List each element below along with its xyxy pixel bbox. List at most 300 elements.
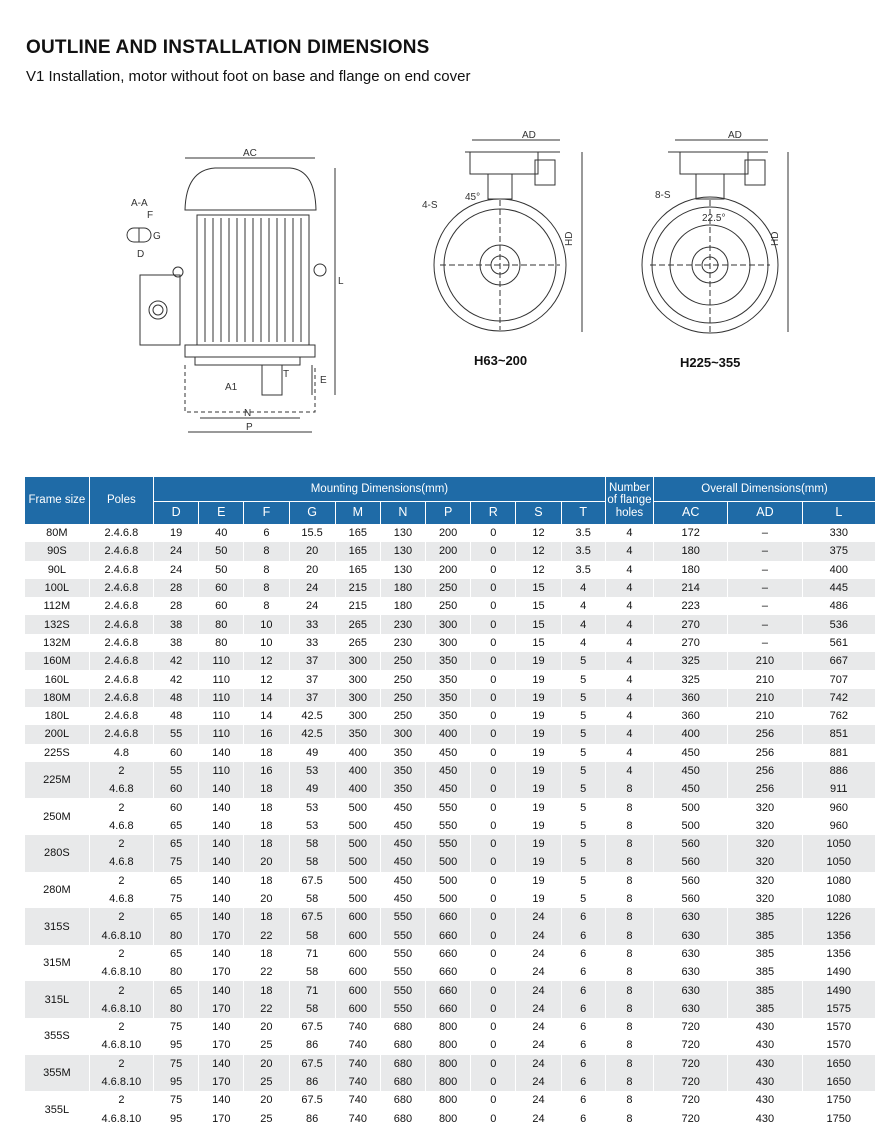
value-cell: 65 [154,835,199,853]
value-cell: 430 [728,1036,802,1054]
value-cell: 4 [605,597,653,615]
value-cell: 720 [654,1018,728,1036]
value-cell: 140 [199,1055,244,1073]
value-cell: 24 [516,981,561,999]
header-col: D [154,502,199,525]
poles-cell: 2 [89,1055,153,1073]
header-flange-holes: Number of flange holes [605,477,653,524]
value-cell: 430 [728,1055,802,1073]
end-view-h63-200-drawing [434,140,582,332]
value-cell: 5 [561,780,605,798]
value-cell: 24 [289,579,335,597]
value-cell: 33 [289,615,335,633]
value-cell: 140 [199,908,244,926]
frame-size-cell: 132M [25,634,89,652]
value-cell: 1650 [802,1055,875,1073]
value-cell: 720 [654,1036,728,1054]
value-cell: 42 [154,652,199,670]
value-cell: 24 [516,1036,561,1054]
value-cell: 18 [244,981,289,999]
value-cell: – [728,634,802,652]
value-cell: 430 [728,1110,802,1128]
table-row [25,1018,876,1036]
value-cell: 10 [244,634,289,652]
value-cell: 5 [561,689,605,707]
value-cell: 110 [199,725,244,743]
value-cell: 6 [561,1000,605,1018]
value-cell: 600 [335,945,380,963]
value-cell: 550 [426,798,471,816]
value-cell: 140 [199,798,244,816]
value-cell: 180 [654,561,728,579]
value-cell: 4 [605,561,653,579]
value-cell: 80 [154,963,199,981]
value-cell: 851 [802,725,875,743]
value-cell: 0 [471,1036,516,1054]
value-cell: 4 [561,615,605,633]
value-cell: 0 [471,890,516,908]
value-cell: 95 [154,1036,199,1054]
value-cell: 5 [561,835,605,853]
value-cell: 742 [802,689,875,707]
value-cell: 1080 [802,890,875,908]
value-cell: 58 [289,853,335,871]
value-cell: 170 [199,963,244,981]
value-cell: 400 [335,744,380,762]
value-cell: 67.5 [289,1055,335,1073]
value-cell: 6 [561,963,605,981]
value-cell: 0 [471,817,516,835]
value-cell: 140 [199,744,244,762]
value-cell: 600 [335,927,380,945]
frame-size-cell: 355L [25,1091,89,1128]
value-cell: 19 [516,872,561,890]
value-cell: 300 [426,615,471,633]
value-cell: 24 [154,542,199,560]
value-cell: 600 [335,981,380,999]
value-cell: 48 [154,707,199,725]
dimensions-table [25,477,876,1128]
value-cell: 450 [380,872,425,890]
value-cell: 19 [516,890,561,908]
value-cell: 0 [471,908,516,926]
value-cell: 140 [199,780,244,798]
value-cell: 1750 [802,1110,875,1128]
table-row [25,689,876,707]
value-cell: 350 [426,670,471,688]
value-cell: 4 [561,634,605,652]
value-cell: 37 [289,670,335,688]
value-cell: 60 [154,798,199,816]
table-row [25,524,876,542]
value-cell: 210 [728,707,802,725]
poles-cell: 4.6.8 [89,890,153,908]
poles-cell: 4.6.8.10 [89,1073,153,1091]
value-cell: 75 [154,1091,199,1109]
value-cell: 180 [380,597,425,615]
frame-size-cell: 355S [25,1018,89,1055]
frame-size-cell: 355M [25,1055,89,1092]
frame-size-cell: 250M [25,798,89,835]
value-cell: 8 [605,963,653,981]
value-cell: 960 [802,798,875,816]
value-cell: 430 [728,1073,802,1091]
value-cell: 0 [471,707,516,725]
frame-size-cell: 200L [25,725,89,743]
value-cell: 24 [516,1000,561,1018]
value-cell: 24 [516,1018,561,1036]
value-cell: 25 [244,1110,289,1128]
value-cell: 740 [335,1036,380,1054]
value-cell: 0 [471,615,516,633]
value-cell: 500 [335,853,380,871]
caption-h63-200: H63~200 [474,353,528,368]
value-cell: 250 [380,689,425,707]
value-cell: 10 [244,615,289,633]
table-row [25,579,876,597]
value-cell: 445 [802,579,875,597]
value-cell: 8 [605,1055,653,1073]
value-cell: 4 [605,634,653,652]
value-cell: 8 [605,1110,653,1128]
value-cell: 8 [244,542,289,560]
value-cell: 300 [335,670,380,688]
poles-cell: 2 [89,872,153,890]
value-cell: – [728,524,802,542]
value-cell: 320 [728,798,802,816]
value-cell: 720 [654,1110,728,1128]
value-cell: 800 [426,1073,471,1091]
value-cell: 0 [471,1018,516,1036]
value-cell: 1226 [802,908,875,926]
table-row [25,780,876,798]
value-cell: 200 [426,542,471,560]
table-row [25,670,876,688]
value-cell: 5 [561,890,605,908]
table-row [25,762,876,780]
value-cell: 1490 [802,963,875,981]
value-cell: 600 [335,1000,380,1018]
poles-cell: 2 [89,981,153,999]
value-cell: 15.5 [289,524,335,542]
value-cell: 5 [561,798,605,816]
table-row [25,615,876,633]
value-cell: 140 [199,890,244,908]
value-cell: 375 [802,542,875,560]
value-cell: 560 [654,890,728,908]
value-cell: 86 [289,1036,335,1054]
table-row [25,908,876,926]
poles-cell: 4.6.8 [89,780,153,798]
value-cell: 20 [244,853,289,871]
value-cell: 18 [244,817,289,835]
value-cell: 881 [802,744,875,762]
value-cell: 707 [802,670,875,688]
value-cell: 740 [335,1110,380,1128]
frame-size-cell: 225S [25,744,89,762]
value-cell: 0 [471,1000,516,1018]
value-cell: 0 [471,780,516,798]
value-cell: 6 [561,1055,605,1073]
value-cell: 3.5 [561,542,605,560]
value-cell: 400 [654,725,728,743]
value-cell: 630 [654,908,728,926]
value-cell: 600 [335,908,380,926]
poles-cell: 4.6.8.10 [89,1110,153,1128]
value-cell: 256 [728,780,802,798]
value-cell: 200 [426,561,471,579]
poles-cell: 4.6.8.10 [89,927,153,945]
value-cell: 8 [605,1036,653,1054]
header-frame-size: Frame size [25,477,89,524]
table-row [25,707,876,725]
value-cell: 325 [654,652,728,670]
value-cell: 0 [471,561,516,579]
value-cell: 270 [654,615,728,633]
value-cell: 170 [199,1110,244,1128]
value-cell: 660 [426,981,471,999]
value-cell: 8 [605,872,653,890]
value-cell: 330 [802,524,875,542]
value-cell: 75 [154,1018,199,1036]
value-cell: 680 [380,1018,425,1036]
label-aa: A-A [131,198,148,209]
label-ad-1: AD [522,130,536,141]
value-cell: 4 [605,725,653,743]
value-cell: 67.5 [289,872,335,890]
table-row [25,725,876,743]
frame-size-cell: 112M [25,597,89,615]
header-col: AD [728,502,802,525]
value-cell: 600 [335,963,380,981]
value-cell: 720 [654,1091,728,1109]
poles-cell: 2.4.6.8 [89,542,153,560]
value-cell: 5 [561,707,605,725]
value-cell: 1650 [802,1073,875,1091]
value-cell: 0 [471,1073,516,1091]
value-cell: 550 [380,927,425,945]
value-cell: 667 [802,652,875,670]
poles-cell: 2 [89,1091,153,1109]
value-cell: 19 [516,853,561,871]
value-cell: 250 [380,670,425,688]
value-cell: 130 [380,561,425,579]
value-cell: 28 [154,597,199,615]
value-cell: 8 [605,798,653,816]
label-225deg: 22.5° [702,213,726,224]
value-cell: 0 [471,872,516,890]
value-cell: 430 [728,1091,802,1109]
value-cell: 320 [728,872,802,890]
header-col: S [516,502,561,525]
value-cell: 58 [289,890,335,908]
value-cell: 0 [471,835,516,853]
value-cell: 350 [426,707,471,725]
table-row [25,744,876,762]
header-mounting: Mounting Dimensions(mm) [154,477,606,502]
value-cell: 360 [654,707,728,725]
value-cell: 22 [244,963,289,981]
value-cell: 800 [426,1018,471,1036]
value-cell: 19 [516,798,561,816]
value-cell: 450 [426,762,471,780]
value-cell: 28 [154,579,199,597]
value-cell: 1050 [802,853,875,871]
value-cell: 19 [154,524,199,542]
value-cell: 911 [802,780,875,798]
poles-cell: 2 [89,762,153,780]
poles-cell: 4.8 [89,744,153,762]
value-cell: 800 [426,1036,471,1054]
value-cell: 12 [244,652,289,670]
value-cell: 450 [654,780,728,798]
value-cell: 8 [605,908,653,926]
value-cell: 8 [605,853,653,871]
label-p: P [246,422,253,433]
value-cell: 67.5 [289,908,335,926]
value-cell: 265 [335,615,380,633]
value-cell: 58 [289,927,335,945]
value-cell: 5 [561,652,605,670]
value-cell: 500 [654,817,728,835]
value-cell: 20 [289,561,335,579]
value-cell: 630 [654,963,728,981]
value-cell: 320 [728,853,802,871]
value-cell: 350 [335,725,380,743]
value-cell: 18 [244,872,289,890]
value-cell: 15 [516,634,561,652]
value-cell: 500 [335,798,380,816]
value-cell: 65 [154,945,199,963]
value-cell: 4 [605,652,653,670]
value-cell: 53 [289,798,335,816]
value-cell: 560 [654,835,728,853]
value-cell: 561 [802,634,875,652]
poles-cell: 2.4.6.8 [89,615,153,633]
value-cell: 22 [244,1000,289,1018]
value-cell: 4 [605,689,653,707]
poles-cell: 4.6.8 [89,853,153,871]
value-cell: 385 [728,927,802,945]
frame-size-cell: 160L [25,670,89,688]
value-cell: 170 [199,1073,244,1091]
value-cell: 256 [728,762,802,780]
value-cell: 740 [335,1073,380,1091]
value-cell: 1570 [802,1018,875,1036]
value-cell: 4 [605,579,653,597]
table-row [25,817,876,835]
value-cell: 49 [289,744,335,762]
table-row [25,1073,876,1091]
value-cell: 680 [380,1110,425,1128]
poles-cell: 4.6.8.10 [89,1000,153,1018]
value-cell: 450 [654,744,728,762]
value-cell: 140 [199,1091,244,1109]
value-cell: 0 [471,634,516,652]
value-cell: 4 [605,615,653,633]
value-cell: 500 [654,798,728,816]
value-cell: 60 [199,579,244,597]
label-d: D [137,249,145,260]
value-cell: 560 [654,872,728,890]
value-cell: 0 [471,981,516,999]
value-cell: 385 [728,945,802,963]
value-cell: 75 [154,890,199,908]
value-cell: 500 [426,853,471,871]
value-cell: 20 [244,890,289,908]
value-cell: 630 [654,1000,728,1018]
header-col: P [426,502,471,525]
value-cell: 560 [654,853,728,871]
poles-cell: 2 [89,835,153,853]
value-cell: 24 [516,1110,561,1128]
poles-cell: 2.4.6.8 [89,670,153,688]
value-cell: 1575 [802,1000,875,1018]
value-cell: 500 [426,890,471,908]
value-cell: 71 [289,945,335,963]
value-cell: 170 [199,1036,244,1054]
value-cell: 19 [516,762,561,780]
poles-cell: 2 [89,945,153,963]
value-cell: 5 [561,744,605,762]
label-45deg: 45° [465,192,481,203]
value-cell: 300 [426,634,471,652]
drawings-svg [0,100,889,470]
value-cell: 450 [426,780,471,798]
value-cell: 210 [728,689,802,707]
value-cell: 49 [289,780,335,798]
poles-cell: 2.4.6.8 [89,725,153,743]
value-cell: 0 [471,744,516,762]
value-cell: 450 [380,853,425,871]
value-cell: 14 [244,707,289,725]
frame-size-cell: 315M [25,945,89,982]
value-cell: 4 [605,542,653,560]
value-cell: 24 [516,908,561,926]
value-cell: 385 [728,908,802,926]
label-4s: 4-S [422,200,438,211]
value-cell: 42.5 [289,725,335,743]
value-cell: 5 [561,872,605,890]
header-overall: Overall Dimensions(mm) [654,477,876,502]
value-cell: 3.5 [561,561,605,579]
value-cell: 19 [516,817,561,835]
header-col: M [335,502,380,525]
value-cell: 536 [802,615,875,633]
label-t: T [283,369,290,380]
value-cell: 172 [654,524,728,542]
value-cell: 140 [199,853,244,871]
value-cell: 215 [335,597,380,615]
value-cell: 385 [728,963,802,981]
value-cell: 8 [605,890,653,908]
value-cell: 24 [154,561,199,579]
value-cell: 180 [654,542,728,560]
page-title: OUTLINE AND INSTALLATION DIMENSIONS [26,37,430,58]
value-cell: 19 [516,670,561,688]
value-cell: 8 [605,835,653,853]
value-cell: – [728,542,802,560]
table-row [25,927,876,945]
value-cell: 360 [654,689,728,707]
label-8s: 8-S [655,190,671,201]
value-cell: 0 [471,542,516,560]
value-cell: 320 [728,890,802,908]
value-cell: 800 [426,1055,471,1073]
end-view-h225-labels [655,130,781,246]
value-cell: 6 [561,1110,605,1128]
value-cell: 350 [426,652,471,670]
